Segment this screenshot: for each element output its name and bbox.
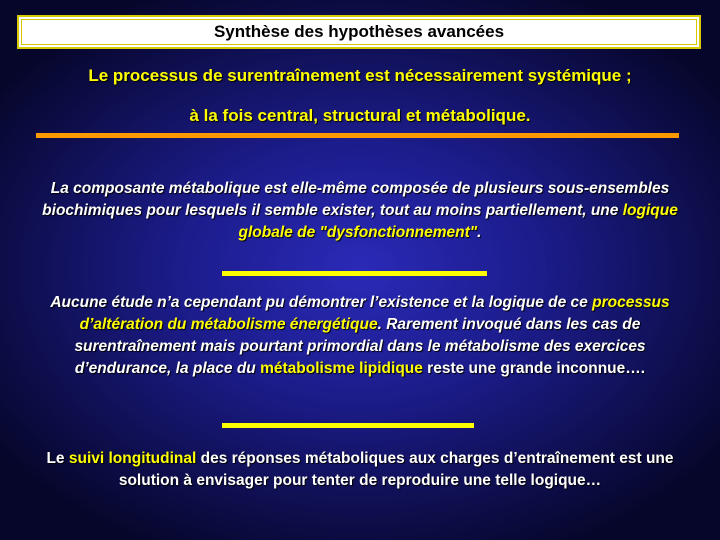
title-box [17, 15, 701, 49]
orange-divider [36, 133, 679, 138]
paragraph-2-highlight-2: métabolisme lipidique [260, 360, 423, 377]
paragraph-3-text-1: Le [46, 450, 69, 467]
paragraph-metabolic-component [32, 178, 688, 244]
paragraph-1-highlight-1: logique globale de "dysfonctionnement" [238, 202, 678, 241]
paragraph-3-text-2: des réponses métaboliques aux charges d’entraînement est une solution à envisager pour tenter de reproduire une telle logique… [118, 450, 674, 489]
paragraph-longitudinal-follow-up [32, 448, 688, 492]
paragraph-energy-metabolism [32, 292, 688, 380]
paragraph-1-text-1: La composante métabolique est elle-même composée de plusieurs sous-ensembles biochimiques pour lesquels il semble exister, tout au moins partiellement, une [42, 180, 670, 219]
paragraph-2-highlight-1: processus d’altération du métabolisme énergétique [79, 294, 670, 333]
subtitle-line-2: à la fois central, structural et métabolique. [189, 106, 531, 125]
title-inner [21, 19, 697, 45]
yellow-divider-1 [222, 271, 487, 276]
paragraph-2-text-1: Aucune étude n’a cependant pu démontrer l’existence et la logique de ce [50, 294, 593, 311]
paragraph-1-text-2: . [477, 224, 482, 241]
paragraph-2-text-3: reste une grande inconnue…. [422, 360, 646, 377]
paragraph-3-highlight-1: suivi longitudinal [68, 450, 197, 467]
yellow-divider-2 [222, 423, 474, 428]
paragraph-2-text-2: . Rarement invoqué dans les cas de surentraînement mais pourtant primordial dans le métabolisme des exercices d’endurance, la place du [74, 316, 646, 377]
slide-title: Synthèse des hypothèses avancées [213, 22, 505, 41]
subtitle-line-1: Le processus de surentraînement est nécessairement systémique ; [88, 66, 632, 85]
